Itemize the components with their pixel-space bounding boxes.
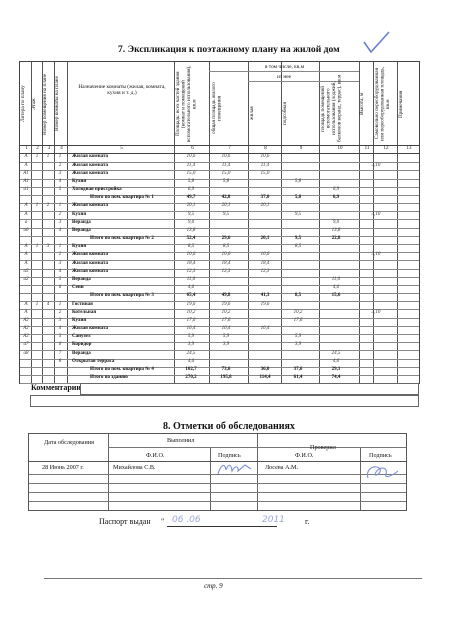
cell-c9: 9,5 — [294, 236, 302, 242]
cell-c6: 9,5 — [187, 211, 195, 217]
passport-date-handwritten: 06 .06 — [172, 515, 201, 525]
passport-year-handwritten: 2011 — [262, 515, 285, 525]
cell-lit: А2 — [23, 326, 29, 332]
header-komn: Номер комнаты на плане — [54, 76, 60, 132]
cell-c9: 37,6 — [293, 366, 303, 372]
inspection-table — [28, 433, 407, 511]
cell-c8: 37,0 — [260, 195, 270, 201]
cell-c6: 4,6 — [187, 358, 195, 364]
column-number: 13 — [406, 146, 412, 151]
cell-c6: 13,8 — [186, 227, 196, 233]
cell-lit: а1 — [23, 187, 29, 192]
cell-c6: 11,4 — [186, 162, 196, 168]
cell-c6: 16,4 — [186, 326, 196, 332]
cell-c7: 10,6 — [221, 154, 231, 160]
header-obshaya: общая площадь жилого помещения — [211, 82, 223, 135]
header-ploshad: Площадь: всех частей здания (комнат и помещений вспомогательного использования), кв.м — [175, 65, 198, 143]
cell-c7: 5,8 — [222, 178, 230, 184]
cell-k: 2 — [58, 309, 62, 315]
inspection-date: 28 Июнь 2007 г. — [42, 464, 84, 471]
cell-c6: 49,7 — [186, 195, 196, 201]
cell-c8: 16,4 — [260, 326, 270, 332]
cell-k: 1 — [58, 203, 62, 209]
explication-table — [19, 61, 420, 384]
cell-c10: 13,8 — [331, 227, 341, 233]
room-name: Веранда — [72, 277, 91, 282]
cell-c10: 22,8 — [331, 236, 341, 242]
cell-k: 2 — [58, 211, 62, 217]
room-name: Гостиная — [72, 301, 93, 307]
room-name: Кухня — [72, 244, 87, 250]
cell-c6: 10,2 — [186, 309, 196, 315]
room-name: Кухня — [72, 317, 87, 323]
comments-field-2 — [30, 395, 419, 407]
cell-k: 4 — [58, 178, 62, 184]
cell-c7: 20,1 — [221, 203, 231, 209]
room-name: Веранда — [72, 219, 91, 225]
room-name: Открытая терраса — [72, 358, 115, 364]
cell-c6: 6,9 — [187, 187, 195, 192]
cell-c8: 19,6 — [260, 301, 270, 307]
cell-c6: 5,9 — [187, 334, 195, 340]
cell-c7: 3,9 — [222, 342, 230, 348]
column-number: 11 — [364, 146, 370, 151]
passport-quote: " — [161, 517, 165, 526]
cell-c8: 10,6 — [260, 154, 270, 160]
room-name: Коридор — [72, 342, 92, 348]
cell-k: 5 — [58, 277, 62, 282]
comments-field-1 — [80, 383, 419, 395]
cell-c10: 11,0 — [331, 277, 341, 282]
cell-c6: 102,7 — [185, 366, 197, 372]
cell-lit: А — [24, 203, 28, 209]
column-number: 3 — [47, 146, 51, 151]
room-name: Кухня — [72, 178, 87, 184]
cell-c6: 17,6 — [186, 317, 196, 323]
room-name: Жилая комната — [72, 170, 108, 176]
cell-lit: а8 — [23, 350, 29, 356]
cell-et: 1 — [35, 154, 39, 160]
column-number: 9 — [299, 146, 303, 151]
cell-pom: 4 — [46, 301, 50, 307]
cell-pom: 2 — [46, 203, 50, 209]
cell-c9: 10,2 — [293, 309, 303, 315]
cell-c6: 3,9 — [187, 342, 195, 348]
cell-k: 8 — [58, 358, 62, 364]
cell-c9: 3,9 — [294, 342, 302, 348]
cell-k: 2 — [58, 162, 62, 168]
cell-c10: 9,0 — [332, 219, 340, 225]
room-name: Жилая комната — [72, 203, 108, 209]
cell-pom: 3 — [46, 244, 50, 250]
cell-c6: 18,4 — [186, 260, 196, 266]
cell-c6: 10,6 — [186, 154, 196, 160]
column-number: 4 — [60, 146, 63, 151]
room-name: Санузел — [72, 334, 91, 340]
cell-c6: 15,0 — [186, 170, 196, 176]
header-podsob: подсобная — [282, 102, 288, 125]
cell-c7: 5,9 — [222, 334, 230, 340]
room-name: Жилая комната — [72, 154, 108, 160]
cell-c7: 73,6 — [221, 366, 231, 372]
cell-c6: 9,0 — [187, 219, 195, 225]
cell-c8: 11,4 — [260, 162, 270, 168]
col-checked-fio: Ф.И.О. — [295, 452, 314, 459]
room-name: Жилая комната — [72, 260, 108, 266]
executor-signature — [215, 460, 255, 478]
header-primechanie: Примечания — [398, 90, 404, 118]
cell-c11: 3,10 — [371, 162, 381, 168]
cell-c9: 5,8 — [294, 178, 302, 184]
cell-c8: 12,3 — [260, 268, 270, 274]
cell-lit: А — [24, 309, 28, 315]
checker-signature — [362, 462, 402, 484]
cell-c11: 3,10 — [371, 252, 381, 258]
cell-lit: А — [24, 162, 28, 168]
column-number: 10 — [337, 146, 343, 151]
cell-k: 1 — [58, 154, 62, 160]
check-mark-icon — [362, 30, 392, 56]
column-number: 8 — [264, 146, 267, 151]
cell-c9: 9,5 — [294, 211, 302, 217]
cell-c10: 6,9 — [332, 187, 340, 192]
header-zhilaya: жилая — [249, 106, 255, 121]
cell-lit: а2 — [23, 277, 29, 282]
cell-c6: 12,3 — [186, 268, 196, 274]
header-v-tom-chisle: в том числе, кв.м — [264, 64, 305, 70]
cell-c7: 29,6 — [221, 236, 231, 242]
cell-c8: 36,0 — [260, 366, 270, 372]
header-samovolno: Самовольно переоборудованная или переоборудованная площадь, кв.м — [374, 66, 391, 142]
room-name: Итого по зданию — [90, 375, 128, 381]
room-name: Холодная пристройка — [72, 187, 122, 192]
cell-c6: 65,4 — [186, 293, 196, 299]
cell-c10: 24,5 — [331, 350, 341, 356]
room-name: Веранда — [72, 350, 91, 356]
cell-pom: 1 — [46, 154, 50, 160]
cell-c8: 20,1 — [260, 236, 270, 242]
cell-c6: 10,6 — [186, 252, 196, 258]
header-iz-nee: из нее — [276, 74, 292, 80]
cell-c7: 42,8 — [221, 195, 231, 201]
cell-c7: 19,6 — [221, 301, 231, 307]
passport-issued-label: Паспорт выдан — [99, 517, 151, 526]
cell-k: 2 — [58, 252, 62, 258]
column-number: 1 — [25, 146, 28, 151]
cell-lit: а6 — [23, 227, 29, 233]
col-done-header: Выполнил — [167, 437, 195, 444]
cell-lit: А — [24, 260, 28, 266]
section7-title: 7. Экспликация к поэтажному плану на жилой дом — [118, 44, 340, 55]
cell-c9: 8,5 — [294, 293, 302, 299]
column-number: 2 — [36, 146, 39, 151]
cell-c9: 5,8 — [294, 195, 302, 201]
col-done-fio: Ф.И.О. — [146, 452, 165, 459]
cell-et: 1 — [35, 203, 39, 209]
cell-c9: 17,6 — [293, 317, 303, 323]
header-litera: Литера по плану — [20, 85, 26, 123]
cell-k: 6 — [58, 285, 62, 291]
cell-c9: 8,5 — [294, 244, 302, 250]
room-name: Сени — [72, 285, 84, 291]
cell-c8: 20,1 — [260, 203, 270, 209]
room-name: Итого по пом. квартира № 4 — [90, 366, 154, 372]
passport-year-suffix: г. — [305, 517, 310, 526]
col-checked-sign: Подпись — [369, 452, 392, 459]
col-date-header: Дата обследования — [44, 439, 94, 446]
col-checked-header: Проверил — [310, 444, 336, 451]
cell-c8: 114,4 — [259, 375, 271, 381]
cell-c8: 41,3 — [260, 293, 270, 299]
cell-c10: 6,9 — [332, 195, 340, 201]
room-name: Итого по пом. квартира № 2 — [90, 236, 154, 242]
room-name: Жилая комната — [72, 162, 108, 168]
passport-date-line — [167, 526, 277, 527]
cell-c10: 29,1 — [331, 366, 341, 372]
cell-c7: 10,6 — [221, 252, 231, 258]
page-number: стр. 9 — [204, 582, 223, 590]
cell-k: 3 — [58, 260, 62, 266]
footer-line — [44, 578, 422, 579]
room-name: Жилая комната — [72, 326, 108, 332]
cell-k: 7 — [58, 350, 62, 356]
cell-c9: 61,4 — [293, 375, 303, 381]
cell-c7: 18,4 — [221, 260, 231, 266]
cell-c8: 18,4 — [260, 260, 270, 266]
cell-lit: А1 — [23, 170, 29, 176]
checker-name: Лосева А.М. — [265, 464, 299, 471]
room-name: Котельная — [72, 309, 97, 315]
cell-k: 3 — [58, 317, 62, 323]
cell-c6: 20,1 — [186, 203, 196, 209]
col-done-sign: Подпись — [218, 452, 241, 459]
room-name: Веранда — [72, 227, 91, 233]
cell-lit: А2 — [23, 334, 29, 340]
cell-et: 1 — [35, 244, 39, 250]
cell-c11: 3,10 — [371, 211, 381, 217]
cell-c10: 4,6 — [332, 358, 340, 364]
header-etazh: Этаж — [31, 98, 37, 110]
room-name: Кухня — [72, 211, 87, 217]
comments-label: Комментарии — [31, 383, 82, 392]
cell-c7: 16,4 — [221, 326, 231, 332]
cell-k: 4 — [58, 268, 62, 274]
cell-c6: 4,6 — [187, 285, 195, 291]
cell-c7: 9,5 — [222, 211, 230, 217]
cell-k: 1 — [58, 244, 62, 250]
cell-c10: 4,6 — [332, 285, 340, 291]
cell-c11: 3,10 — [371, 309, 381, 315]
column-number: 5 — [120, 146, 123, 151]
cell-k: 5 — [58, 334, 62, 340]
header-pom: Номер помещения на плане — [42, 73, 48, 135]
cell-k: 1 — [58, 301, 62, 307]
cell-k: 6 — [58, 342, 62, 348]
cell-k: 3 — [58, 219, 62, 225]
cell-c6: 270,2 — [185, 375, 197, 381]
cell-c8: 15,0 — [260, 170, 270, 176]
cell-c7: 49,8 — [221, 293, 231, 299]
cell-k: 3 — [58, 170, 62, 176]
cell-k: 5 — [58, 187, 62, 192]
cell-c7: 10,2 — [221, 309, 231, 315]
cell-lit: А2 — [23, 317, 29, 323]
cell-c10: 74,4 — [331, 375, 341, 381]
section8-title: 8. Отметки об обследованиях — [163, 421, 295, 432]
cell-k: 4 — [58, 326, 62, 332]
room-name: Жилая комната — [72, 252, 108, 258]
cell-c7: 15,0 — [221, 170, 231, 176]
column-number: 6 — [191, 146, 194, 151]
cell-c8: 10,6 — [260, 252, 270, 258]
cell-c6: 19,6 — [186, 301, 196, 307]
cell-c7: 8,5 — [222, 244, 230, 250]
cell-lit: а5 — [23, 268, 29, 274]
cell-lit: а — [24, 219, 28, 225]
cell-lit: А — [24, 211, 28, 217]
cell-c6: 8,5 — [187, 244, 195, 250]
cell-c6: 11,0 — [186, 277, 196, 282]
executor-name: Михайлова С.В. — [113, 464, 156, 471]
cell-c9: 5,9 — [294, 334, 302, 340]
cell-c6: 52,4 — [186, 236, 196, 242]
room-name: Итого по пом. квартира № 1 — [90, 195, 154, 201]
cell-k: 4 — [58, 227, 62, 233]
header-naznach: Назначение комнаты (жилая, комната, кухня и т. д.) — [78, 84, 166, 96]
cell-lit: А — [24, 252, 28, 258]
cell-c10: 15,6 — [331, 293, 341, 299]
cell-lit: А — [24, 154, 28, 160]
cell-c7: 17,6 — [221, 317, 231, 323]
column-number: 12 — [383, 146, 389, 151]
header-vysota: Высота, м — [359, 92, 365, 116]
cell-lit: А1 — [23, 178, 29, 184]
cell-c6: 24,5 — [186, 350, 196, 356]
cell-lit: А — [24, 244, 28, 250]
room-name: Жилая комната — [72, 268, 108, 274]
column-number: 7 — [228, 146, 231, 151]
cell-c6: 5,8 — [187, 178, 195, 184]
cell-lit: а7 — [23, 342, 29, 348]
room-name: Итого по пом. квартира № 3 — [90, 293, 154, 299]
header-vspomog: площадь помещений вспомогательного использования (лоджий, балконов веранд, террас), кв.м — [320, 74, 343, 143]
cell-c7: 12,3 — [221, 268, 231, 274]
cell-c7: 195,8 — [220, 375, 232, 381]
cell-et: 1 — [35, 301, 39, 307]
cell-c7: 11,4 — [221, 162, 231, 168]
cell-lit: А — [24, 301, 28, 307]
